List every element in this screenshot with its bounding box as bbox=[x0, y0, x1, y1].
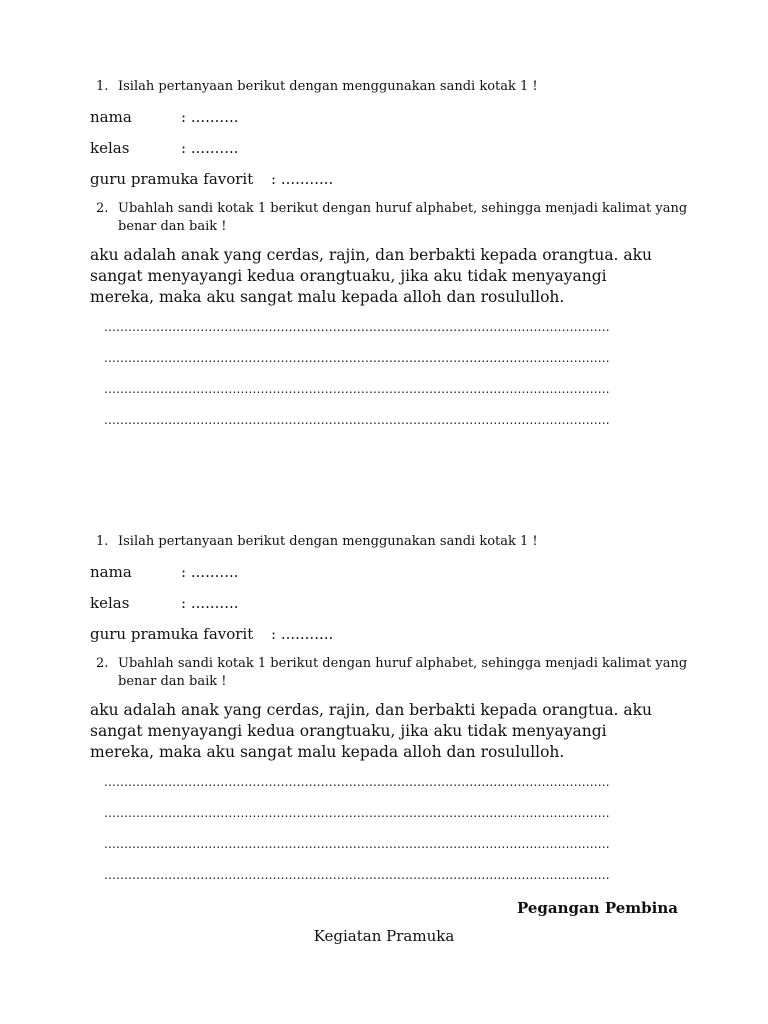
field-value-nama: : .......... bbox=[181, 108, 239, 126]
question-2-number: 2. bbox=[96, 201, 109, 216]
question-1-number: 1. bbox=[96, 534, 109, 549]
field-label-guru-pramuka-favorit: guru pramuka favorit bbox=[90, 625, 254, 643]
question-2-number: 2. bbox=[96, 656, 109, 671]
field-value-kelas: : .......... bbox=[181, 594, 239, 612]
question-2-text-line-1: Ubahlah sandi kotak 1 berikut dengan huruf alphabet, sehingga menjadi kalimat yang bbox=[118, 201, 688, 216]
answer-line-3: .............................................................................................................................. bbox=[104, 837, 610, 851]
question-2-text-line-1: Ubahlah sandi kotak 1 berikut dengan huruf alphabet, sehingga menjadi kalimat yang bbox=[118, 656, 688, 671]
answer-line-3: .............................................................................................................................. bbox=[104, 382, 610, 396]
footer-pegangan-pembina: Pegangan Pembina bbox=[517, 899, 678, 917]
cipher-paragraph: aku adalah anak yang cerdas, rajin, dan berbakti kepada orangtua. aku sangat menyayangi kedua orangtuaku, jika aku tidak menyayangi mereka, maka aku sangat malu kepada alloh dan rosululloh. bbox=[90, 246, 653, 306]
cipher-paragraph: aku adalah anak yang cerdas, rajin, dan berbakti kepada orangtua. aku sangat menyayangi kedua orangtuaku, jika aku tidak menyayangi mereka, maka aku sangat malu kepada alloh dan rosululloh. bbox=[90, 701, 653, 761]
field-label-guru-pramuka-favorit: guru pramuka favorit bbox=[90, 170, 254, 188]
answer-line-1: .............................................................................................................................. bbox=[104, 775, 610, 789]
answer-line-2: .............................................................................................................................. bbox=[104, 351, 610, 365]
field-label-nama: nama bbox=[90, 108, 132, 126]
answer-line-1: .............................................................................................................................. bbox=[104, 320, 610, 334]
question-2-text-line-2: benar dan baik ! bbox=[118, 674, 227, 689]
question-1-text: Isilah pertanyaan berikut dengan menggunakan sandi kotak 1 ! bbox=[118, 534, 538, 549]
answer-line-4: .............................................................................................................................. bbox=[104, 413, 610, 427]
field-value-guru-pramuka-favorit: : ........... bbox=[271, 625, 334, 643]
answer-line-4: .............................................................................................................................. bbox=[104, 868, 610, 882]
question-2-text-line-2: benar dan baik ! bbox=[118, 219, 227, 234]
question-1-number: 1. bbox=[96, 79, 109, 94]
field-value-nama: : .......... bbox=[181, 563, 239, 581]
question-1-text: Isilah pertanyaan berikut dengan menggunakan sandi kotak 1 ! bbox=[118, 79, 538, 94]
answer-line-2: .............................................................................................................................. bbox=[104, 806, 610, 820]
field-value-kelas: : .......... bbox=[181, 139, 239, 157]
field-label-kelas: kelas bbox=[90, 594, 130, 612]
field-value-guru-pramuka-favorit: : ........... bbox=[271, 170, 334, 188]
field-label-kelas: kelas bbox=[90, 139, 130, 157]
field-label-nama: nama bbox=[90, 563, 132, 581]
footer-kegiatan-pramuka: Kegiatan Pramuka bbox=[313, 927, 455, 945]
